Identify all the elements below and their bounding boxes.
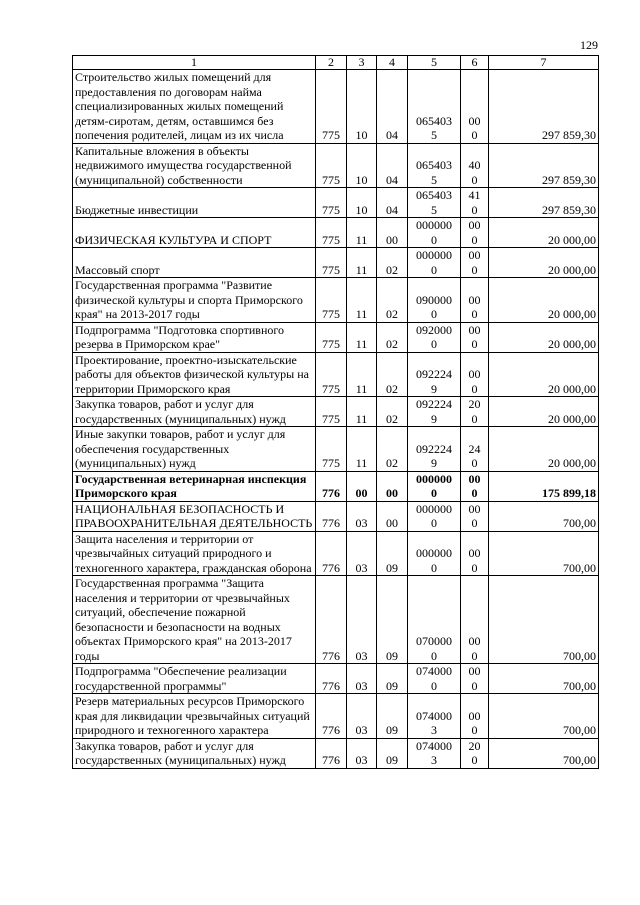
section-code-cell: 03 [347,664,377,694]
section-code-cell: 03 [347,694,377,739]
target-article-cell: 092224 9 [408,397,461,427]
subsection-code-cell: 04 [377,70,408,144]
target-article-cell: 070000 0 [408,576,461,664]
ministry-code-cell: 776 [316,501,347,531]
table-row [73,471,599,501]
expense-type-cell: 00 0 [461,664,489,694]
table-row [73,531,599,576]
table-row [73,322,599,352]
ministry-code-cell: 776 [316,664,347,694]
expense-type-cell: 00 0 [461,352,489,397]
section-code-cell: 03 [347,501,377,531]
amount-cell: 700,00 [489,576,599,664]
table-row [73,664,599,694]
expense-type-cell: 00 0 [461,501,489,531]
column-header-6: 6 [461,56,489,70]
target-article-cell: 092224 9 [408,352,461,397]
ministry-code-cell: 776 [316,694,347,739]
subsection-code-cell: 02 [377,397,408,427]
ministry-code-cell: 776 [316,531,347,576]
row-name-cell: Государственная ветеринарная инспекция Приморского края [73,471,316,501]
row-name-cell: Бюджетные инвестиции [73,188,316,218]
subsection-code-cell: 02 [377,248,408,278]
row-name-cell: Закупка товаров, работ и услуг для государственных (муниципальных) нужд [73,738,316,768]
section-code-cell: 03 [347,738,377,768]
section-code-cell: 00 [347,471,377,501]
amount-cell: 297 859,30 [489,143,599,188]
ministry-code-cell: 775 [316,248,347,278]
ministry-code-cell: 776 [316,471,347,501]
table-row [73,70,599,144]
expense-type-cell: 00 0 [461,576,489,664]
amount-cell: 297 859,30 [489,70,599,144]
row-name-cell: Защита населения и территории от чрезвычайных ситуаций природного и техногенного характера, гражданская оборона [73,531,316,576]
section-code-cell: 10 [347,188,377,218]
ministry-code-cell: 775 [316,278,347,323]
table-row [73,738,599,768]
expense-type-cell: 20 0 [461,738,489,768]
column-header-1: 1 [73,56,316,70]
ministry-code-cell: 775 [316,427,347,472]
row-name-cell: Строительство жилых помещений для предоставления по договорам найма специализированных жилых помещений детям-сиротам, детям, оставшимся без попечения родителей, лицам из их числа [73,70,316,144]
subsection-code-cell: 09 [377,664,408,694]
table-row [73,397,599,427]
column-header-3: 3 [347,56,377,70]
subsection-code-cell: 00 [377,471,408,501]
amount-cell: 20 000,00 [489,352,599,397]
subsection-code-cell: 09 [377,694,408,739]
section-code-cell: 11 [347,322,377,352]
row-name-cell: Государственная программа "Защита населения и территории от чрезвычайных ситуаций, обеспечение пожарной безопасности и безопасности на водных объектах Приморского края" на 2013-2017 годы [73,576,316,664]
section-code-cell: 11 [347,427,377,472]
target-article-cell: 000000 0 [408,531,461,576]
amount-cell: 175 899,18 [489,471,599,501]
target-article-cell: 092224 9 [408,427,461,472]
expense-type-cell: 41 0 [461,188,489,218]
row-name-cell: Капитальные вложения в объекты недвижимого имущества государственной (муниципальной) собственности [73,143,316,188]
amount-cell: 700,00 [489,664,599,694]
amount-cell: 700,00 [489,501,599,531]
section-code-cell: 11 [347,397,377,427]
section-code-cell: 03 [347,531,377,576]
table-row [73,501,599,531]
expense-type-cell: 00 0 [461,218,489,248]
budget-table [72,55,599,769]
target-article-cell: 074000 3 [408,738,461,768]
row-name-cell: Массовый спорт [73,248,316,278]
amount-cell: 20 000,00 [489,397,599,427]
subsection-code-cell: 02 [377,427,408,472]
subsection-code-cell: 09 [377,531,408,576]
section-code-cell: 03 [347,576,377,664]
section-code-cell: 11 [347,352,377,397]
ministry-code-cell: 775 [316,143,347,188]
target-article-cell: 092000 0 [408,322,461,352]
ministry-code-cell: 776 [316,738,347,768]
section-code-cell: 11 [347,278,377,323]
expense-type-cell: 20 0 [461,397,489,427]
section-code-cell: 11 [347,218,377,248]
table-row [73,143,599,188]
table-row [73,278,599,323]
amount-cell: 20 000,00 [489,427,599,472]
expense-type-cell: 00 0 [461,471,489,501]
row-name-cell: Государственная программа "Развитие физической культуры и спорта Приморского края" на 2013-2017 годы [73,278,316,323]
table-row [73,352,599,397]
expense-type-cell: 40 0 [461,143,489,188]
amount-cell: 20 000,00 [489,218,599,248]
expense-type-cell: 00 0 [461,278,489,323]
subsection-code-cell: 02 [377,278,408,323]
amount-cell: 297 859,30 [489,188,599,218]
amount-cell: 20 000,00 [489,278,599,323]
amount-cell: 700,00 [489,531,599,576]
target-article-cell: 000000 0 [408,248,461,278]
page-number: 129 [580,38,598,52]
subsection-code-cell: 04 [377,188,408,218]
section-code-cell: 11 [347,248,377,278]
subsection-code-cell: 04 [377,143,408,188]
amount-cell: 700,00 [489,694,599,739]
table-body [73,70,599,769]
column-header-2: 2 [316,56,347,70]
expense-type-cell: 00 0 [461,531,489,576]
column-header-5: 5 [408,56,461,70]
table-row [73,248,599,278]
ministry-code-cell: 775 [316,218,347,248]
target-article-cell: 090000 0 [408,278,461,323]
amount-cell: 700,00 [489,738,599,768]
subsection-code-cell: 00 [377,218,408,248]
table-row [73,694,599,739]
row-name-cell: Резерв материальных ресурсов Приморского края для ликвидации чрезвычайных ситуаций природного и техногенного характера [73,694,316,739]
subsection-code-cell: 09 [377,738,408,768]
subsection-code-cell: 02 [377,352,408,397]
header-row [73,56,599,70]
expense-type-cell: 00 0 [461,694,489,739]
expense-type-cell: 24 0 [461,427,489,472]
row-name-cell: ФИЗИЧЕСКАЯ КУЛЬТУРА И СПОРТ [73,218,316,248]
target-article-cell: 074000 0 [408,664,461,694]
target-article-cell: 074000 3 [408,694,461,739]
expense-type-cell: 00 0 [461,322,489,352]
column-header-7: 7 [489,56,599,70]
column-header-4: 4 [377,56,408,70]
subsection-code-cell: 00 [377,501,408,531]
row-name-cell: Закупка товаров, работ и услуг для государственных (муниципальных) нужд [73,397,316,427]
amount-cell: 20 000,00 [489,248,599,278]
ministry-code-cell: 775 [316,397,347,427]
target-article-cell: 000000 0 [408,501,461,531]
row-name-cell: Подпрограмма "Обеспечение реализации государственной программы" [73,664,316,694]
target-article-cell: 000000 0 [408,471,461,501]
expense-type-cell: 00 0 [461,248,489,278]
section-code-cell: 10 [347,143,377,188]
table-row [73,576,599,664]
ministry-code-cell: 775 [316,322,347,352]
ministry-code-cell: 775 [316,70,347,144]
ministry-code-cell: 776 [316,576,347,664]
row-name-cell: Проектирование, проектно-изыскательские работы для объектов физической культуры на территории Приморского края [73,352,316,397]
ministry-code-cell: 775 [316,352,347,397]
row-name-cell: НАЦИОНАЛЬНАЯ БЕЗОПАСНОСТЬ И ПРАВООХРАНИТЕЛЬНАЯ ДЕЯТЕЛЬНОСТЬ [73,501,316,531]
target-article-cell: 065403 5 [408,143,461,188]
ministry-code-cell: 775 [316,188,347,218]
subsection-code-cell: 02 [377,322,408,352]
table-row [73,218,599,248]
target-article-cell: 065403 5 [408,70,461,144]
target-article-cell: 065403 5 [408,188,461,218]
subsection-code-cell: 09 [377,576,408,664]
amount-cell: 20 000,00 [489,322,599,352]
section-code-cell: 10 [347,70,377,144]
row-name-cell: Иные закупки товаров, работ и услуг для обеспечения государственных (муниципальных) нужд [73,427,316,472]
target-article-cell: 000000 0 [408,218,461,248]
row-name-cell: Подпрограмма "Подготовка спортивного резерва в Приморском крае" [73,322,316,352]
table-row [73,427,599,472]
table-row [73,188,599,218]
expense-type-cell: 00 0 [461,70,489,144]
